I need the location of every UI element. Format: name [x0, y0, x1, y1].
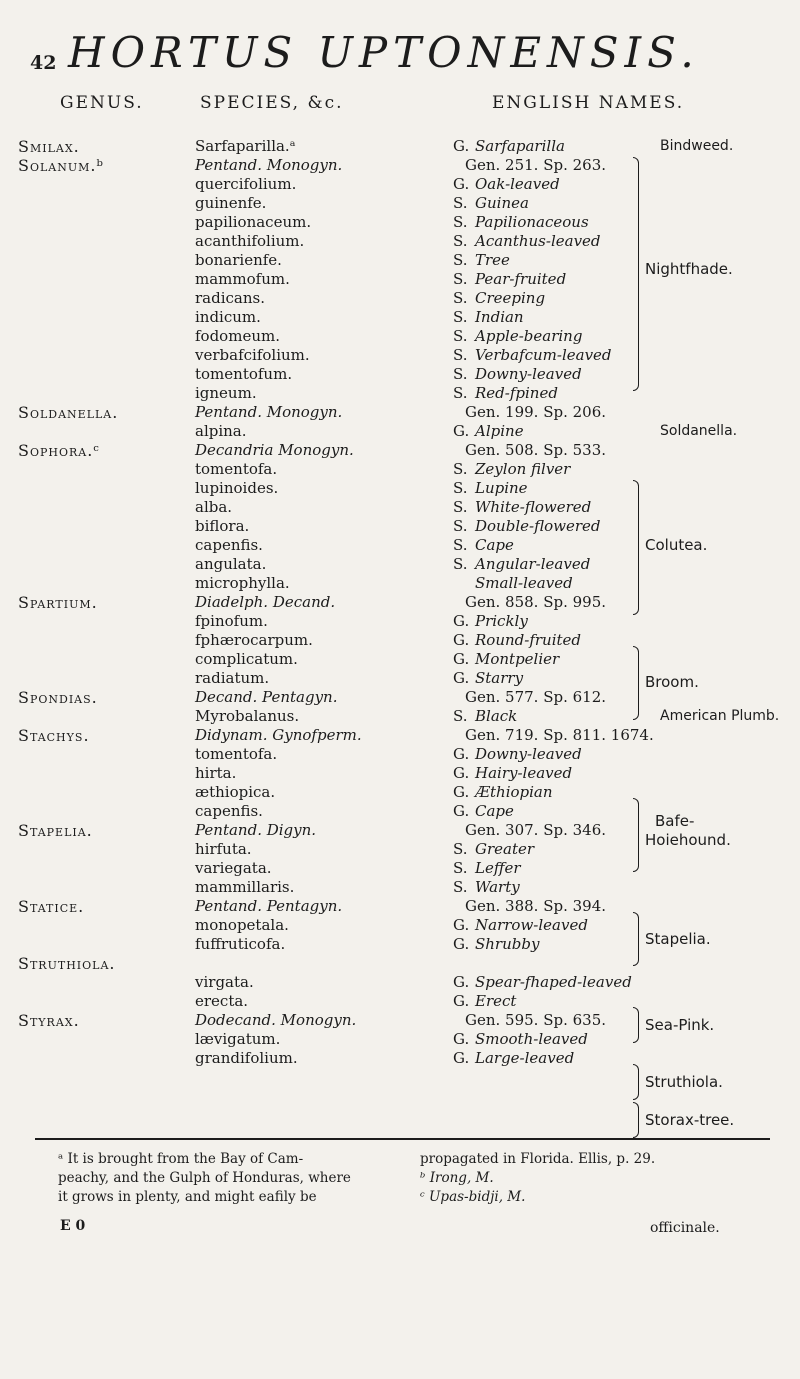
genus-name: Styrax. [18, 1011, 80, 1030]
english-name: Oak-leaved [475, 175, 560, 193]
species-name: æthiopica. [195, 783, 276, 801]
table-row [0, 308, 800, 327]
english-name: Acanthus-leaved [475, 232, 601, 250]
genus-name: Spartium. [18, 593, 98, 612]
linnaean-class: Dodecand. Monogyn. [195, 1011, 357, 1029]
english-name: Spear-fhaped-leaved [475, 973, 632, 991]
garden-code: G. [453, 612, 470, 630]
bracket-struthiola [633, 1064, 639, 1100]
english-name: Greater [475, 840, 535, 858]
species-name: bonarienfe. [195, 251, 282, 269]
species-name: grandifolium. [195, 1049, 298, 1067]
english-name: Shrubby [475, 935, 540, 953]
english-name: Creeping [475, 289, 546, 307]
species-name: alba. [195, 498, 233, 516]
garden-code: G. [453, 745, 470, 763]
bracket-colutea [633, 480, 639, 615]
linnaean-class: Diadelph. Decand. [195, 593, 336, 611]
english-name: Narrow-leaved [475, 916, 588, 934]
bracket-label-struthiola: Struthiola. [645, 1073, 723, 1091]
species-name: acanthifolium. [195, 232, 305, 250]
garden-code: S. [453, 498, 468, 516]
table-row [0, 897, 800, 916]
bracket-label-stapelia: Stapelia. [645, 930, 711, 948]
garden-code: G. [453, 935, 470, 953]
table-row [0, 973, 800, 992]
english-name: Leffer [475, 859, 521, 877]
species-name: alpina. [195, 422, 247, 440]
species-name: fpinofum. [195, 612, 268, 630]
garden-code: G. [453, 650, 470, 668]
garden-code: G. [453, 631, 470, 649]
english-name: White-flowered [475, 498, 592, 516]
linnaeus-reference: Gen. 508. Sp. 533. [465, 441, 607, 459]
table-row [0, 422, 800, 441]
genus-name: Soldanella. [18, 403, 119, 422]
table-row [0, 156, 800, 175]
bracket-label-broom: Broom. [645, 673, 699, 691]
english-name: Small-leaved [475, 574, 573, 592]
species-name: mammillaris. [195, 878, 295, 896]
bracket-nightshade [633, 157, 639, 391]
genus-name: Struthiola. [18, 954, 116, 973]
footnote-rule [35, 1138, 770, 1140]
english-name: Black [475, 707, 518, 725]
linnaeus-reference: Gen. 858. Sp. 995. [465, 593, 607, 611]
english-name: Sarfaparilla [475, 137, 565, 155]
garden-code: G. [453, 137, 470, 155]
species-name: variegata. [195, 859, 272, 877]
table-row [0, 745, 800, 764]
table-row [0, 498, 800, 517]
table-row [0, 631, 800, 650]
species-name: fphærocarpum. [195, 631, 313, 649]
table-row [0, 232, 800, 251]
linnaean-class: Didynam. Gynofperm. [195, 726, 362, 744]
english-name: Hairy-leaved [475, 764, 573, 782]
linnaean-class: Decandria Monogyn. [195, 441, 354, 459]
footnote-a-continuation: propagated in Florida. Ellis, p. 29. [420, 1151, 656, 1167]
garden-code: S. [453, 270, 468, 288]
table-row [0, 574, 800, 593]
garden-code: S. [453, 384, 468, 402]
table-row [0, 707, 800, 726]
english-name: Zeylon filver [475, 460, 571, 478]
english-name: Prickly [475, 612, 528, 630]
garden-code: G. [453, 973, 470, 991]
species-name: guinenfe. [195, 194, 267, 212]
garden-code: G. [453, 992, 470, 1010]
linnaean-class: Pentand. Digyn. [195, 821, 317, 839]
garden-code: S. [453, 232, 468, 250]
table-row [0, 992, 800, 1011]
english-name: Verbafcum-leaved [475, 346, 612, 364]
bracket-label-storax: Storax-tree. [645, 1111, 735, 1129]
garden-code: S. [453, 479, 468, 497]
garden-code: S. [453, 517, 468, 535]
english-name: Guinea [475, 194, 529, 212]
signature-mark: E 0 [60, 1218, 86, 1234]
genus-name: Solanum.ᵇ [18, 156, 104, 175]
column-heading-genus: GENUS. [60, 93, 144, 113]
english-name: Starry [475, 669, 524, 687]
garden-code: S. [453, 346, 468, 364]
bracket-horehound [633, 798, 639, 872]
english-name: Indian [475, 308, 524, 326]
garden-code: G. [453, 764, 470, 782]
bracket-broom [633, 646, 639, 720]
genus-name: Smilax. [18, 137, 80, 156]
english-name: Papilionaceous [475, 213, 589, 231]
table-row [0, 213, 800, 232]
table-row [0, 1049, 800, 1068]
table-row [0, 859, 800, 878]
english-name: Erect [475, 992, 517, 1010]
table-row [0, 764, 800, 783]
table-row [0, 441, 800, 460]
garden-code: S. [453, 289, 468, 307]
table-row [0, 650, 800, 669]
english-name: Cape [475, 536, 514, 554]
species-name: igneum. [195, 384, 257, 402]
footnote-c: ᶜ Upas-bidji, M. [420, 1189, 526, 1205]
genus-name: Statice. [18, 897, 85, 916]
species-name: capenfis. [195, 802, 263, 820]
linnaeus-reference: Gen. 199. Sp. 206. [465, 403, 607, 421]
catchword: officinale. [650, 1220, 720, 1236]
linnaean-class: Pentand. Monogyn. [195, 403, 343, 421]
species-name: lævigatum. [195, 1030, 281, 1048]
garden-code: S. [453, 308, 468, 326]
english-name: Alpine [475, 422, 524, 440]
species-name: tomentofa. [195, 745, 278, 763]
english-name: Downy-leaved [475, 745, 582, 763]
garden-code: S. [453, 878, 468, 896]
english-name: Round-fruited [475, 631, 582, 649]
bracket-seapink [633, 1007, 639, 1043]
species-name: biflora. [195, 517, 250, 535]
english-name: Red-fpined [475, 384, 558, 402]
species-name: Myrobalanus. [195, 707, 300, 725]
garden-code: S. [453, 840, 468, 858]
species-name: erecta. [195, 992, 249, 1010]
table-row [0, 555, 800, 574]
table-row [0, 327, 800, 346]
garden-code: G. [453, 802, 470, 820]
garden-code: S. [453, 327, 468, 345]
garden-code: G. [453, 1030, 470, 1048]
english-name: Cape [475, 802, 514, 820]
species-name: radicans. [195, 289, 265, 307]
page-number: 42 [30, 52, 57, 74]
table-row [0, 460, 800, 479]
footnote-b: ᵇ Irong, M. [420, 1170, 494, 1186]
species-name: capenfis. [195, 536, 263, 554]
species-name: Sarfaparilla.ᵃ [195, 137, 296, 155]
garden-code: G. [453, 175, 470, 193]
table-row [0, 612, 800, 631]
linnaeus-reference: Gen. 595. Sp. 635. [465, 1011, 607, 1029]
linnaeus-reference: Gen. 251. Sp. 263. [465, 156, 607, 174]
species-name: monopetala. [195, 916, 289, 934]
garden-code: G. [453, 916, 470, 934]
garden-code: S. [453, 555, 468, 573]
linnaean-class: Decand. Pentagyn. [195, 688, 338, 706]
species-name: indicum. [195, 308, 261, 326]
garden-code: S. [453, 365, 468, 383]
bracket-label-colutea: Colutea. [645, 536, 708, 554]
english-name: Downy-leaved [475, 365, 582, 383]
table-row [0, 593, 800, 612]
genus-name: Spondias. [18, 688, 98, 707]
table-row [0, 289, 800, 308]
english-name: Lupine [475, 479, 528, 497]
table-row [0, 137, 800, 156]
garden-code: S. [453, 460, 468, 478]
english-name: Smooth-leaved [475, 1030, 588, 1048]
english-name: Warty [475, 878, 520, 896]
garden-code: G. [453, 669, 470, 687]
garden-code: S. [453, 251, 468, 269]
column-heading-english-names: ENGLISH NAMES. [492, 93, 685, 113]
table-row [0, 384, 800, 403]
linnaean-class: Pentand. Monogyn. [195, 156, 343, 174]
bracket-label-seapink: Sea-Pink. [645, 1016, 715, 1034]
english-name: Apple-bearing [475, 327, 583, 345]
species-name: papilionaceum. [195, 213, 312, 231]
bracket-storax [633, 1102, 639, 1138]
english-name: Æthiopian [475, 783, 553, 801]
common-name: Soldanella. [660, 423, 738, 439]
species-name: tomentofa. [195, 460, 278, 478]
table-row [0, 726, 800, 745]
linnaeus-reference: Gen. 719. Sp. 811. 1674. [465, 726, 654, 744]
english-name: Large-leaved [475, 1049, 575, 1067]
species-name: complicatum. [195, 650, 298, 668]
table-row [0, 479, 800, 498]
english-name: Pear-fruited [475, 270, 567, 288]
garden-code: S. [453, 536, 468, 554]
genus-name: Sophora.ᶜ [18, 441, 100, 460]
table-row [0, 365, 800, 384]
species-name: microphylla. [195, 574, 290, 592]
table-row [0, 175, 800, 194]
garden-code: S. [453, 707, 468, 725]
table-row [0, 517, 800, 536]
species-name: quercifolium. [195, 175, 297, 193]
table-row [0, 878, 800, 897]
bracket-label-horehound: Hoiehound. [645, 831, 731, 849]
column-heading-species: SPECIES, &c. [200, 93, 344, 113]
common-name: American Plumb. [660, 708, 780, 724]
linnaeus-reference: Gen. 577. Sp. 612. [465, 688, 607, 706]
species-name: mammofum. [195, 270, 290, 288]
footnote-a-line-2: peachy, and the Gulph of Honduras, where [58, 1170, 351, 1186]
species-name: lupinoides. [195, 479, 279, 497]
garden-code: G. [453, 1049, 470, 1067]
species-name: hirfuta. [195, 840, 252, 858]
species-name: fodomeum. [195, 327, 280, 345]
garden-code: S. [453, 213, 468, 231]
garden-code: S. [453, 859, 468, 877]
english-name: Double-flowered [475, 517, 601, 535]
bracket-stapelia [633, 912, 639, 966]
garden-code: G. [453, 783, 470, 801]
running-title: HORTUS UPTONENSIS. [68, 28, 700, 77]
species-name: angulata. [195, 555, 267, 573]
table-row [0, 346, 800, 365]
table-row [0, 954, 800, 973]
table-row [0, 194, 800, 213]
linnaeus-reference: Gen. 307. Sp. 346. [465, 821, 607, 839]
english-name: Angular-leaved [475, 555, 591, 573]
linnaean-class: Pentand. Pentagyn. [195, 897, 343, 915]
species-name: fuffruticofa. [195, 935, 286, 953]
english-name: Montpelier [475, 650, 560, 668]
bracket-label-bafe: Bafe- [655, 812, 695, 830]
species-name: radiatum. [195, 669, 270, 687]
footnote-a-line-1: ᵃ It is brought from the Bay of Cam- [58, 1151, 304, 1167]
garden-code: G. [453, 422, 470, 440]
species-name: tomentofum. [195, 365, 293, 383]
linnaeus-reference: Gen. 388. Sp. 394. [465, 897, 607, 915]
garden-code: S. [453, 194, 468, 212]
species-name: verbafcifolium. [195, 346, 310, 364]
table-row [0, 783, 800, 802]
genus-name: Stachys. [18, 726, 90, 745]
footnote-a-line-3: it grows in plenty, and might eafily be [58, 1189, 317, 1205]
species-name: hirta. [195, 764, 237, 782]
common-name: Bindweed. [660, 138, 734, 154]
genus-name: Stapelia. [18, 821, 93, 840]
english-name: Tree [475, 251, 510, 269]
table-row [0, 403, 800, 422]
species-name: virgata. [195, 973, 254, 991]
bracket-label-nightshade: Nightfhade. [645, 260, 733, 278]
